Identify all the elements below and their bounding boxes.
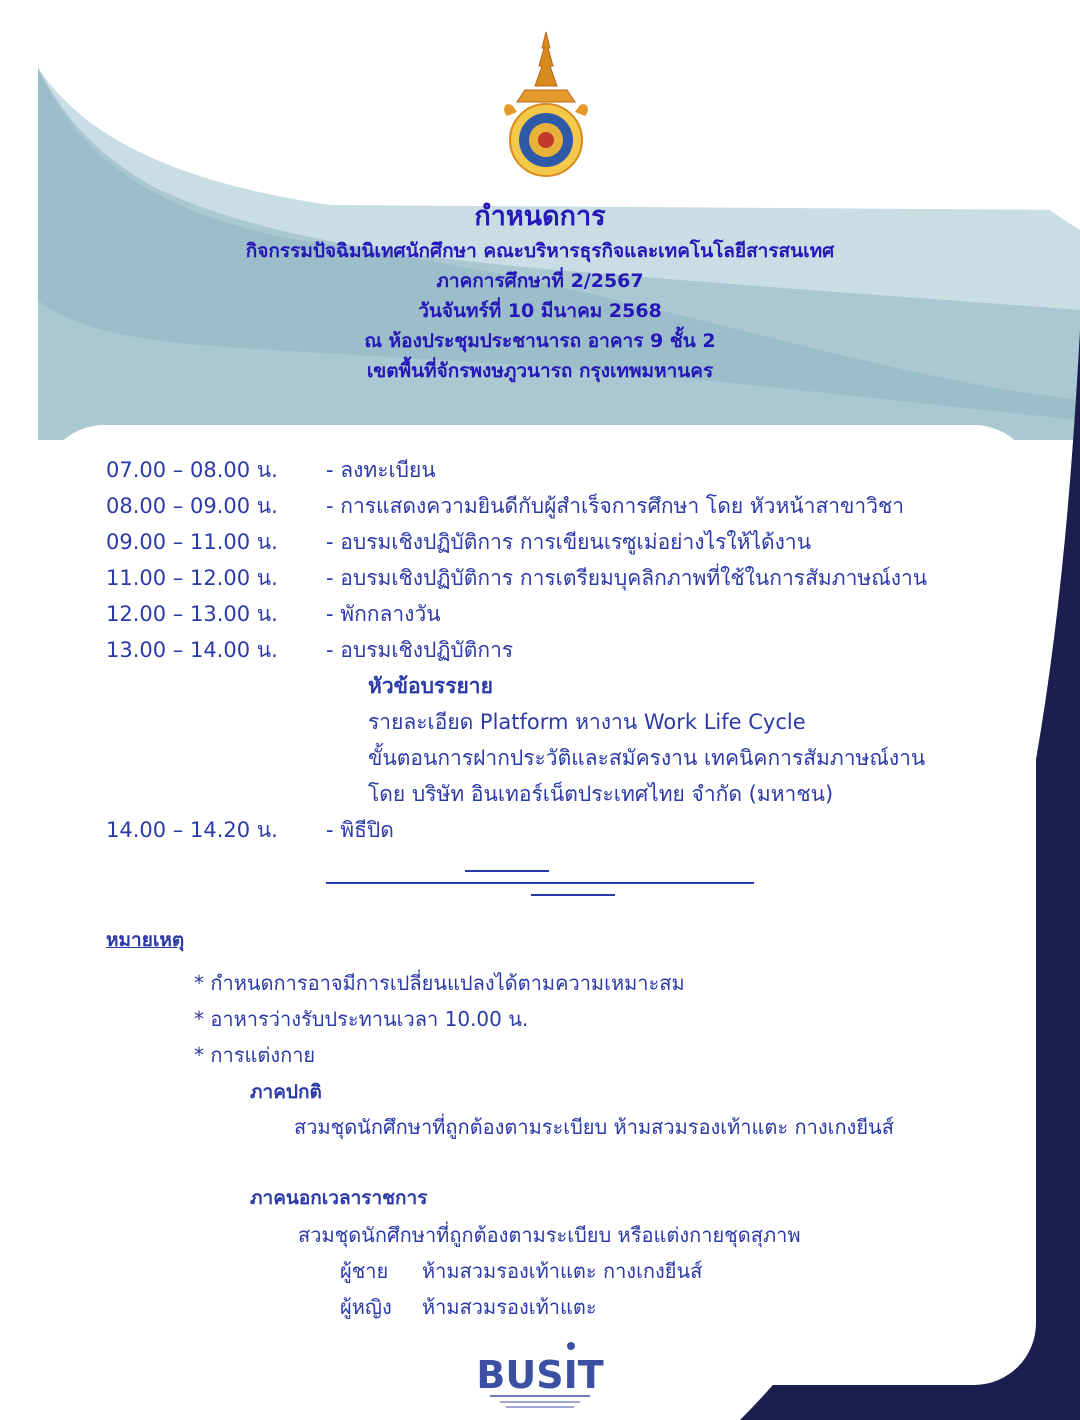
special-program-dress: สวมชุดนักศึกษาที่ถูกต้องตามระเบียบ หรือแต่งกายชุดสุภาพ — [298, 1223, 801, 1247]
schedule-activity: - พักกลางวัน — [326, 602, 441, 626]
schedule-time: 12.00 – 13.00 น. — [106, 602, 278, 626]
divider-short-top — [465, 870, 549, 872]
schedule-activity: - พิธีปิด — [326, 818, 394, 842]
schedule-time: 11.00 – 12.00 น. — [106, 566, 278, 590]
schedule-row — [106, 560, 1036, 596]
campus-line: เขตพื้นที่จักรพงษภูวนารถ กรุงเทพมหานคร — [366, 360, 714, 382]
schedule-row — [106, 488, 1036, 524]
header — [0, 198, 1080, 386]
divider-long — [326, 882, 754, 884]
schedule-row — [106, 596, 1036, 632]
special-program-heading: ภาคนอกเวลาราชการ — [250, 1187, 428, 1209]
venue-line: ณ ห้องประชุมประชานารถ อาคาร 9 ชั้น 2 — [364, 330, 716, 352]
svg-text:BUSIT: BUSIT — [476, 1353, 604, 1397]
topic-item: รายละเอียด Platform หางาน Work Life Cycle — [368, 710, 806, 734]
event-name: กิจกรรมปัจฉิมนิเทศนักศึกษา คณะบริหารธุรกิจและเทคโนโลยีสารสนเทศ — [245, 240, 835, 262]
notes-title: หมายเหตุ — [106, 929, 185, 951]
page-title: กำหนดการ — [474, 201, 606, 232]
schedule-time: 13.00 – 14.00 น. — [106, 638, 278, 662]
note-item: * การแต่งกาย — [194, 1043, 316, 1067]
schedule-activity: - ลงทะเบียน — [326, 458, 436, 482]
female-label: ผู้หญิง — [340, 1295, 392, 1319]
schedule-activity: - อบรมเชิงปฏิบัติการ การเตรียมบุคลิกภาพที่ใช้ในการสัมภาษณ์งาน — [326, 566, 928, 590]
schedule-row — [106, 632, 1036, 668]
schedule-time: 08.00 – 09.00 น. — [106, 494, 278, 518]
semester-line: ภาคการศึกษาที่ 2/2567 — [436, 270, 644, 292]
schedule-activity: - อบรมเชิงปฏิบัติการ — [326, 638, 514, 662]
schedule-row — [106, 524, 1036, 560]
divider-short-bottom — [531, 894, 615, 896]
schedule-activity: - อบรมเชิงปฏิบัติการ การเขียนเรซูเม่อย่างไรให้ได้งาน — [326, 530, 812, 554]
busit-logo — [476, 1338, 604, 1420]
note-item: * กำหนดการอาจมีการเปลี่ยนแปลงได้ตามความเหมาะสม — [194, 971, 685, 995]
university-seal-logo — [495, 30, 597, 178]
male-rule: ห้ามสวมรองเท้าแตะ กางเกงยีนส์ — [422, 1259, 703, 1283]
schedule-row — [106, 452, 1036, 488]
schedule-time: 14.00 – 14.20 น. — [106, 818, 278, 842]
regular-program-dress: สวมชุดนักศึกษาที่ถูกต้องตามระเบียบ ห้ามสวมรองเท้าแตะ กางเกงยีนส์ — [294, 1115, 894, 1139]
female-rule: ห้ามสวมรองเท้าแตะ — [422, 1295, 597, 1319]
date-line: วันจันทร์ที่ 10 มีนาคม 2568 — [418, 300, 662, 322]
topic-item: โดย บริษัท อินเทอร์เน็ตประเทศไทย จำกัด (มหาชน) — [368, 782, 834, 806]
topics-heading: หัวข้อบรรยาย — [368, 674, 493, 698]
schedule-row-closing — [106, 812, 1036, 848]
topic-item: ขั้นตอนการฝากประวัติและสมัครงาน เทคนิคการสัมภาษณ์งาน — [368, 746, 926, 770]
male-label: ผู้ชาย — [340, 1259, 389, 1283]
schedule-time: 09.00 – 11.00 น. — [106, 530, 278, 554]
schedule-time: 07.00 – 08.00 น. — [106, 458, 278, 482]
note-item: * อาหารว่างรับประทานเวลา 10.00 น. — [194, 1007, 529, 1031]
schedule — [106, 452, 1036, 848]
schedule-activity: - การแสดงความยินดีกับผู้สำเร็จการศึกษา โดย หัวหน้าสาขาวิชา — [326, 494, 905, 518]
regular-program-heading: ภาคปกติ — [250, 1081, 322, 1103]
